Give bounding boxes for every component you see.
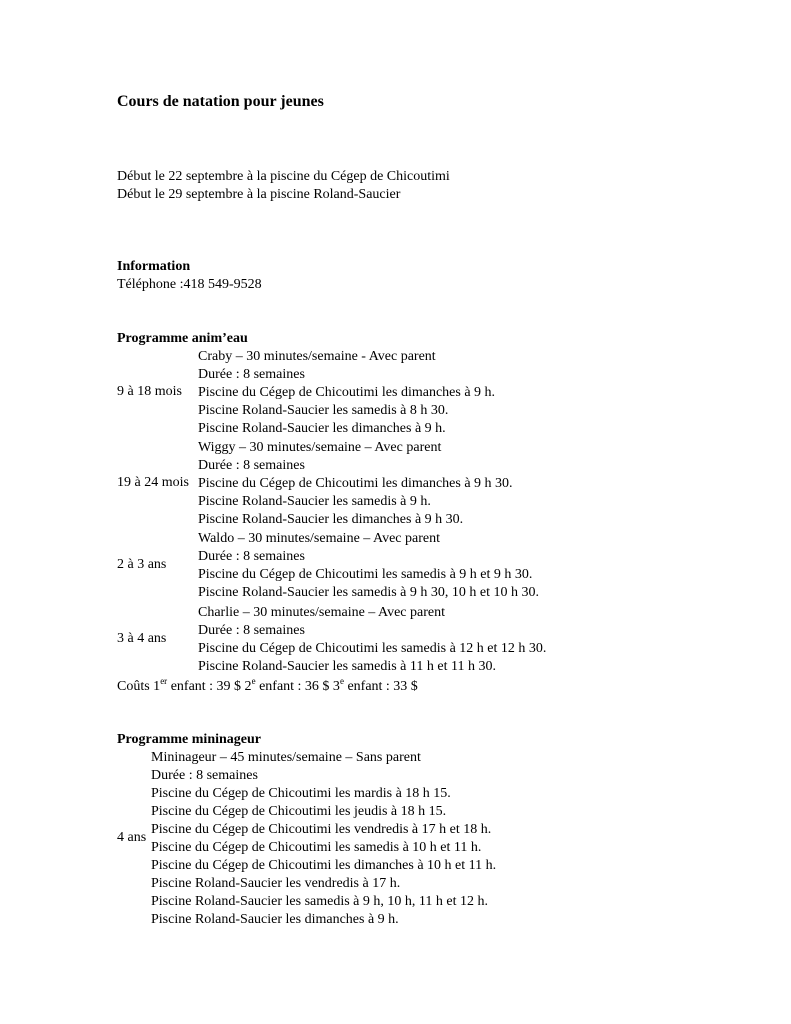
mininageur-heading: Programme mininageur <box>117 732 261 747</box>
course-duration: Durée : 8 semaines <box>151 768 258 783</box>
age-label: 2 à 3 ans <box>117 557 167 572</box>
schedule-line: Piscine Roland-Saucier les samedis à 11 h et 11 h 30. <box>198 659 496 674</box>
schedule-line: Piscine du Cégep de Chicoutimi les dimanches à 10 h et 11 h. <box>151 858 497 873</box>
schedule-line: Piscine Roland-Saucier les samedis à 9 h, 10 h, 11 h et 12 h. <box>151 894 488 909</box>
group-details <box>198 439 513 529</box>
schedule-line: Piscine du Cégep de Chicoutimi les dimanches à 9 h. <box>198 385 496 400</box>
costs-part-second: enfant : 36 $ 3 <box>255 679 340 694</box>
group-details <box>198 530 539 602</box>
schedule-line: Piscine Roland-Saucier les dimanches à 9 h. <box>198 421 446 436</box>
animeau-section <box>117 330 637 696</box>
schedule-line: Piscine Roland-Saucier les samedis à 8 h 30. <box>198 403 449 418</box>
debut-line-cegep: Début le 22 septembre à la piscine du Cégep de Chicoutimi <box>117 169 450 184</box>
page-title: Cours de natation pour jeunes <box>117 93 324 110</box>
course-name: Mininageur – 45 minutes/semaine – Sans parent <box>151 750 421 765</box>
costs-part-third: enfant : 33 $ <box>343 679 418 694</box>
costs-line <box>117 678 637 696</box>
schedule-line: Piscine du Cégep de Chicoutimi les vendredis à 17 h et 18 h. <box>151 822 492 837</box>
mininageur-section <box>117 731 637 929</box>
course-name: Charlie – 30 minutes/semaine – Avec parent <box>198 605 446 620</box>
course-duration: Durée : 8 semaines <box>198 549 305 564</box>
course-name: Wiggy – 30 minutes/semaine – Avec parent <box>198 440 442 455</box>
schedule-line: Piscine du Cégep de Chicoutimi les samedis à 12 h et 12 h 30. <box>198 641 547 656</box>
animeau-group-9-18-mois <box>117 348 637 439</box>
schedule-line: Piscine Roland-Saucier les dimanches à 9 h 30. <box>198 512 464 527</box>
animeau-group-3-4-ans <box>117 604 637 678</box>
age-label: 9 à 18 mois <box>117 384 182 399</box>
costs-prefix: Coûts 1 <box>117 679 161 694</box>
mininageur-group-4-ans <box>117 749 637 929</box>
group-details <box>198 604 546 676</box>
course-name: Waldo – 30 minutes/semaine – Avec parent <box>198 531 440 546</box>
group-details <box>198 348 495 438</box>
age-label: 4 ans <box>117 830 147 845</box>
age-label: 3 à 4 ans <box>117 631 167 646</box>
course-duration: Durée : 8 semaines <box>198 623 305 638</box>
age-label: 19 à 24 mois <box>117 475 189 490</box>
animeau-heading: Programme anim’eau <box>117 331 248 346</box>
costs-sup-second: e <box>251 676 256 686</box>
information-heading: Information <box>117 259 191 274</box>
schedule-line: Piscine du Cégep de Chicoutimi les jeudis à 18 h 15. <box>151 804 447 819</box>
schedule-line: Piscine du Cégep de Chicoutimi les mardis à 18 h 15. <box>151 786 451 801</box>
schedule-line: Piscine Roland-Saucier les dimanches à 9 h. <box>151 912 399 927</box>
schedule-line: Piscine Roland-Saucier les samedis à 9 h 30, 10 h et 10 h 30. <box>198 585 539 600</box>
schedule-line: Piscine Roland-Saucier les samedis à 9 h. <box>198 494 431 509</box>
costs-part-first: enfant : 39 $ 2 <box>167 679 252 694</box>
course-duration: Durée : 8 semaines <box>198 367 305 382</box>
schedule-line: Piscine du Cégep de Chicoutimi les samedis à 10 h et 11 h. <box>151 840 482 855</box>
information-section <box>117 258 262 294</box>
debut-line-roland: Début le 29 septembre à la piscine Roland-Saucier <box>117 187 401 202</box>
schedule-line: Piscine Roland-Saucier les vendredis à 17 h. <box>151 876 401 891</box>
schedule-line: Piscine du Cégep de Chicoutimi les dimanches à 9 h 30. <box>198 476 513 491</box>
debut-section <box>117 168 450 204</box>
group-details <box>151 749 496 929</box>
course-name: Craby – 30 minutes/semaine - Avec parent <box>198 349 436 364</box>
schedule-line: Piscine du Cégep de Chicoutimi les samedis à 9 h et 9 h 30. <box>198 567 533 582</box>
costs-sup-first: er <box>160 676 168 686</box>
course-duration: Durée : 8 semaines <box>198 458 305 473</box>
costs-sup-third: e <box>339 676 344 686</box>
animeau-group-2-3-ans <box>117 530 637 604</box>
animeau-group-19-24-mois <box>117 439 637 530</box>
phone-number: Téléphone :418 549-9528 <box>117 277 262 292</box>
